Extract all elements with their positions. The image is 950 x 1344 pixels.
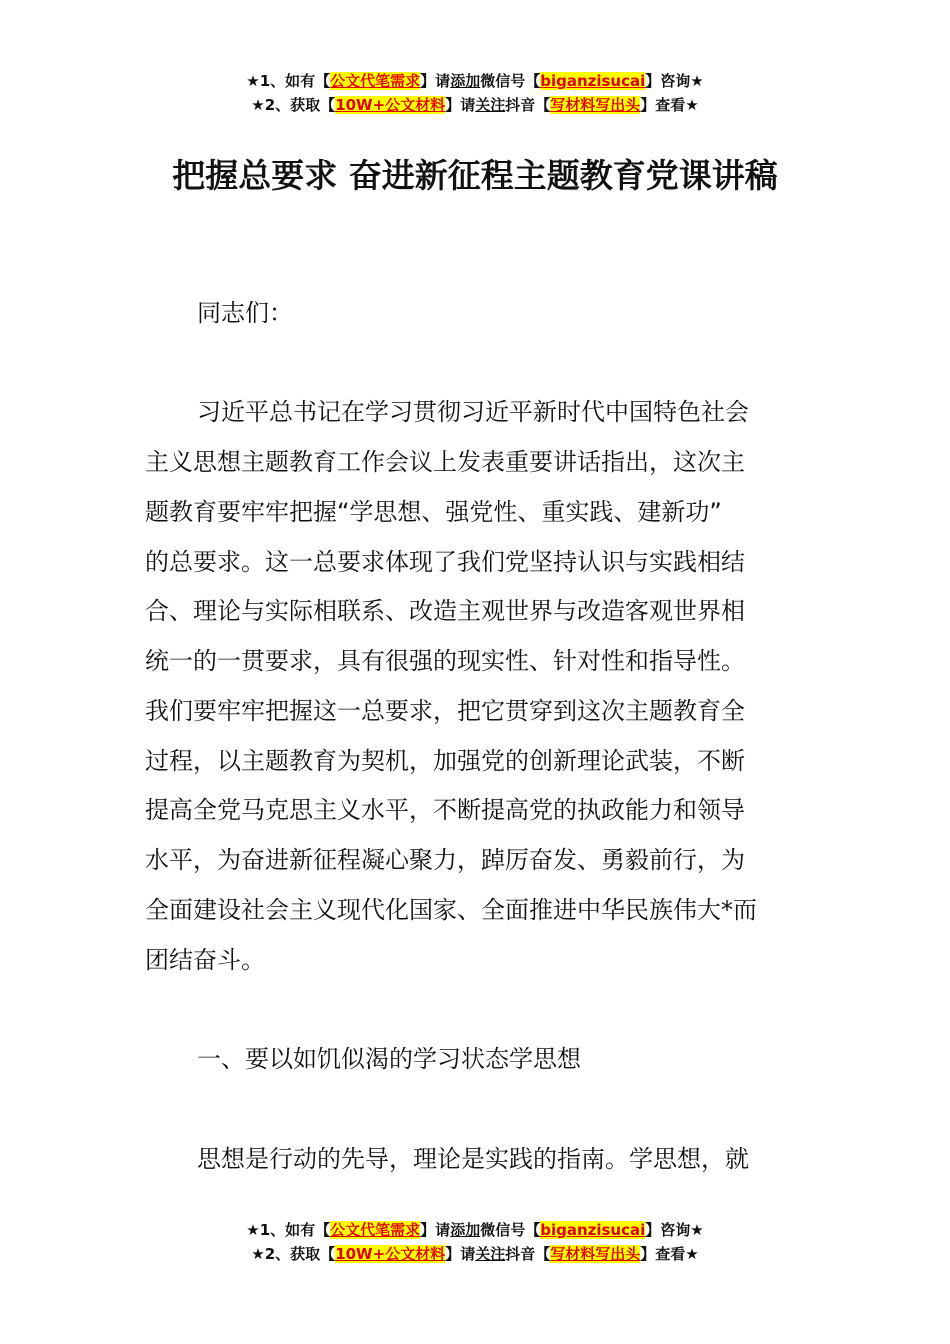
body-line: 题教育要牢牢把握“学思想、强党性、重实践、建新功”: [145, 498, 722, 526]
promo-text: 微信号【: [480, 72, 541, 90]
promo-text: 】请: [420, 72, 451, 90]
body-line: 团结奋斗。: [145, 946, 265, 974]
promo-text: ★1、如有【: [246, 72, 331, 90]
promo-text: 】请: [445, 96, 476, 114]
promo-highlight: biganzisucai: [540, 1221, 646, 1239]
document-title: 把握总要求 奋进新征程主题教育党课讲稿: [172, 156, 778, 195]
promo-underline: 关注: [475, 96, 506, 114]
promo-line-1: [0, 70, 950, 92]
promo-underline: 添加: [450, 1221, 481, 1239]
promo-footer-line-1: [0, 1219, 950, 1241]
promo-line-2: [0, 94, 950, 116]
body-line: 统一的一贯要求，具有很强的现实性、针对性和指导性。: [145, 647, 745, 675]
promo-highlight: 公文代笔需求: [330, 1221, 421, 1239]
promo-footer-line-2: [0, 1243, 950, 1265]
promo-text: 】查看★: [640, 96, 699, 114]
promo-text: 抖音【: [505, 1245, 551, 1263]
promo-underline: 关注: [475, 1245, 506, 1263]
promo-text: ★2、获取【: [251, 96, 336, 114]
promo-text: 】查看★: [640, 1245, 699, 1263]
promo-text: 】咨询★: [645, 1221, 704, 1239]
body-line: 过程，以主题教育为契机，加强党的创新理论武装，不断: [145, 747, 745, 775]
promo-text: 微信号【: [480, 1221, 541, 1239]
body-line: 合、理论与实际相联系、改造主观世界与改造客观世界相: [145, 597, 745, 625]
promo-text: 抖音【: [505, 96, 551, 114]
body-line: 思想是行动的先导，理论是实践的指南。学思想，就: [197, 1145, 749, 1173]
body-line: 主义思想主题教育工作会议上发表重要讲话指出，这次主: [145, 448, 745, 476]
section-heading: 一、要以如饥似渴的学习状态学思想: [197, 1045, 581, 1073]
promo-text: 】咨询★: [645, 72, 704, 90]
promo-highlight: 公文代笔需求: [330, 72, 421, 90]
promo-highlight: 10W+公文材料: [335, 96, 446, 114]
body-line: 的总要求。这一总要求体现了我们党坚持认识与实践相结: [145, 548, 745, 576]
promo-underline: 添加: [450, 72, 481, 90]
promo-highlight: 写材料写出头: [550, 96, 641, 114]
promo-text: 】请: [420, 1221, 451, 1239]
promo-highlight: biganzisucai: [540, 72, 646, 90]
promo-text: 】请: [445, 1245, 476, 1263]
body-line: 全面建设社会主义现代化国家、全面推进中华民族伟大*而: [145, 896, 757, 924]
salutation: 同志们：: [197, 299, 293, 327]
body-line: 水平，为奋进新征程凝心聚力，踔厉奋发、勇毅前行，为: [145, 846, 745, 874]
promo-text: ★2、获取【: [251, 1245, 336, 1263]
body-line: 习近平总书记在学习贯彻习近平新时代中国特色社会: [197, 398, 749, 426]
body-line: 提高全党马克思主义水平，不断提高党的执政能力和领导: [145, 796, 745, 824]
promo-highlight: 写材料写出头: [550, 1245, 641, 1263]
body-line: 我们要牢牢把握这一总要求，把它贯穿到这次主题教育全: [145, 697, 745, 725]
promo-highlight: 10W+公文材料: [335, 1245, 446, 1263]
promo-text: ★1、如有【: [246, 1221, 331, 1239]
